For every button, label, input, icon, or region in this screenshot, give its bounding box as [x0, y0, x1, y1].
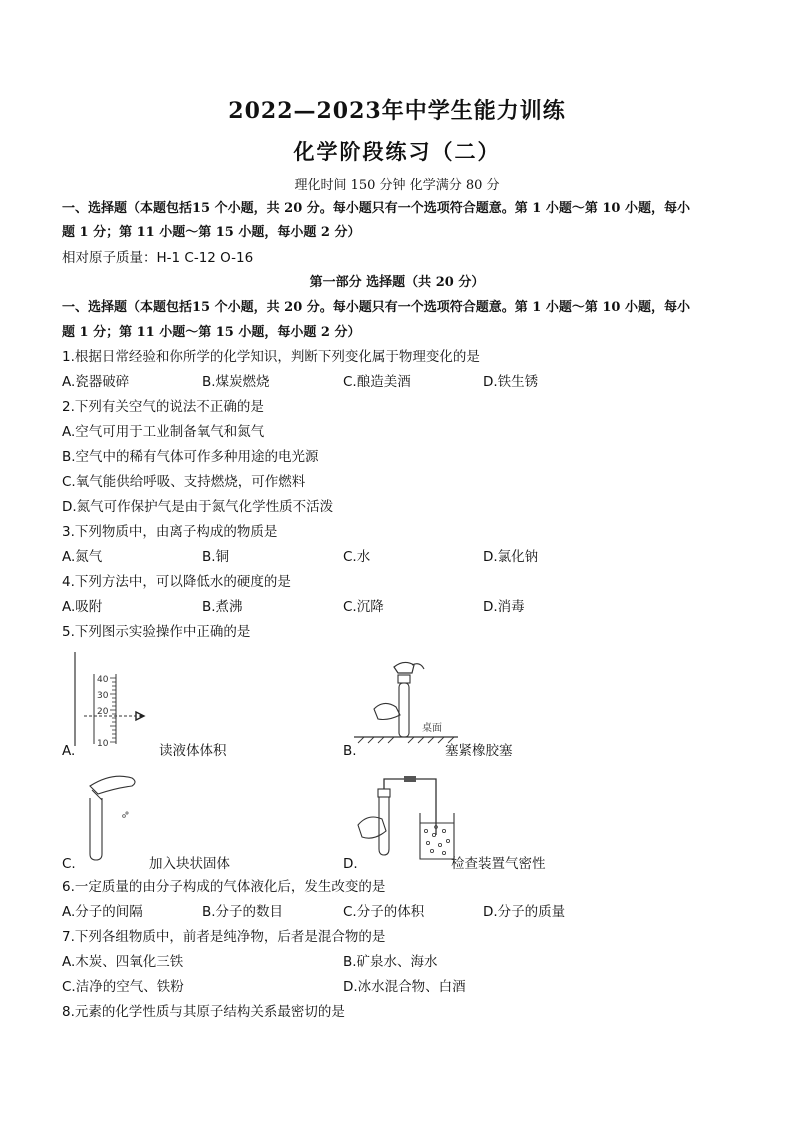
cylinder-tick-20: 20 — [97, 707, 109, 717]
question-6-option-b: B.分子的数目 — [202, 904, 284, 920]
airtightness-figure — [356, 775, 458, 865]
question-4-option-a: A.吸附 — [62, 599, 103, 615]
question-7-option-b: B.矿泉水、海水 — [343, 954, 438, 970]
section-heading-line1: 一、选择题（本题包括15 个小题，共 20 分。每小题只有一个选项符合题意。第 1 小题～第 10 小题，每小 — [62, 201, 690, 216]
question-3-option-c: C.水 — [343, 549, 371, 565]
figure-a-caption: 读液体体积 — [159, 743, 227, 759]
question-2-option-c: C.氧气能供给呼吸、支持燃烧，可作燃料 — [62, 474, 306, 490]
question-7-option-c: C.洁净的空气、铁粉 — [62, 979, 184, 995]
figure-c-letter: C. — [62, 856, 76, 872]
cylinder-tick-30: 30 — [97, 691, 109, 701]
figure-d-caption: 检查装置气密性 — [451, 856, 546, 872]
figure-a-letter: A. — [62, 743, 76, 759]
question-2-option-a: A.空气可用于工业制备氧气和氮气 — [62, 424, 265, 440]
question-4-option-c: C.沉降 — [343, 599, 384, 615]
question-7-option-d: D.冰水混合物、白酒 — [343, 979, 466, 995]
question-3-option-a: A.氮气 — [62, 549, 103, 565]
part-title: 第一部分 选择题（共 20 分） — [309, 275, 485, 290]
question-4-option-d: D.消毒 — [483, 599, 525, 615]
question-3-stem: 3.下列物质中，由离子构成的物质是 — [62, 524, 278, 540]
part-section-line2: 题 1 分；第 11 小题～第 15 小题，每小题 2 分） — [62, 325, 361, 340]
figure-c-caption: 加入块状固体 — [149, 856, 230, 872]
question-1-option-d: D.铁生锈 — [483, 374, 539, 390]
question-1-option-a: A.瓷器破碎 — [62, 374, 130, 390]
question-8-stem: 8.元素的化学性质与其原子结构关系最密切的是 — [62, 1004, 345, 1020]
question-7-option-a: A.木炭、四氧化三铁 — [62, 954, 184, 970]
graduated-cylinder-figure — [72, 652, 158, 750]
question-6-option-c: C.分子的体积 — [343, 904, 425, 920]
question-1-option-b: B.煤炭燃烧 — [202, 374, 270, 390]
desk-label: 桌面 — [422, 723, 442, 734]
figure-b-letter: B. — [343, 743, 357, 759]
cylinder-tick-10: 10 — [97, 739, 109, 749]
question-5-stem: 5.下列图示实验操作中正确的是 — [62, 624, 251, 640]
question-3-option-d: D.氯化钠 — [483, 549, 539, 565]
question-6-stem: 6.一定质量的由分子构成的气体液化后，发生改变的是 — [62, 879, 386, 895]
question-2-option-d: D.氮气可作保护气是由于氮气化学性质不活泼 — [62, 499, 334, 515]
question-7-stem: 7.下列各组物质中，前者是纯净物，后者是混合物的是 — [62, 929, 386, 945]
page-subtitle: 化学阶段练习（二） — [293, 139, 501, 164]
page-title: 2022—2023年中学生能力训练 — [228, 98, 566, 124]
stopper-figure — [354, 657, 464, 749]
cylinder-tick-40: 40 — [97, 675, 109, 685]
question-2-stem: 2.下列有关空气的说法不正确的是 — [62, 399, 264, 415]
figure-b-caption: 塞紧橡胶塞 — [445, 743, 513, 759]
atomic-mass-line: 相对原子质量：H-1 C-12 O-16 — [62, 250, 254, 266]
question-2-option-b: B.空气中的稀有气体可作多种用途的电光源 — [62, 449, 319, 465]
question-3-option-b: B.铜 — [202, 549, 230, 565]
question-4-stem: 4.下列方法中，可以降低水的硬度的是 — [62, 574, 291, 590]
question-6-option-d: D.分子的质量 — [483, 904, 566, 920]
exam-meta: 理化时间 150 分钟 化学满分 80 分 — [294, 178, 500, 193]
question-1-stem: 1.根据日常经验和你所学的化学知识，判断下列变化属于物理变化的是 — [62, 349, 480, 365]
part-section-line1: 一、选择题（本题包括15 个小题，共 20 分。每小题只有一个选项符合题意。第 1 小题～第 10 小题，每小 — [62, 300, 690, 315]
test-tube-figure — [72, 768, 146, 864]
section-heading-line2: 题 1 分；第 11 小题～第 15 小题，每小题 2 分） — [62, 225, 361, 240]
question-1-option-c: C.酿造美酒 — [343, 374, 411, 390]
question-4-option-b: B.煮沸 — [202, 599, 243, 615]
question-6-option-a: A.分子的间隔 — [62, 904, 143, 920]
figure-d-letter: D. — [343, 856, 358, 872]
